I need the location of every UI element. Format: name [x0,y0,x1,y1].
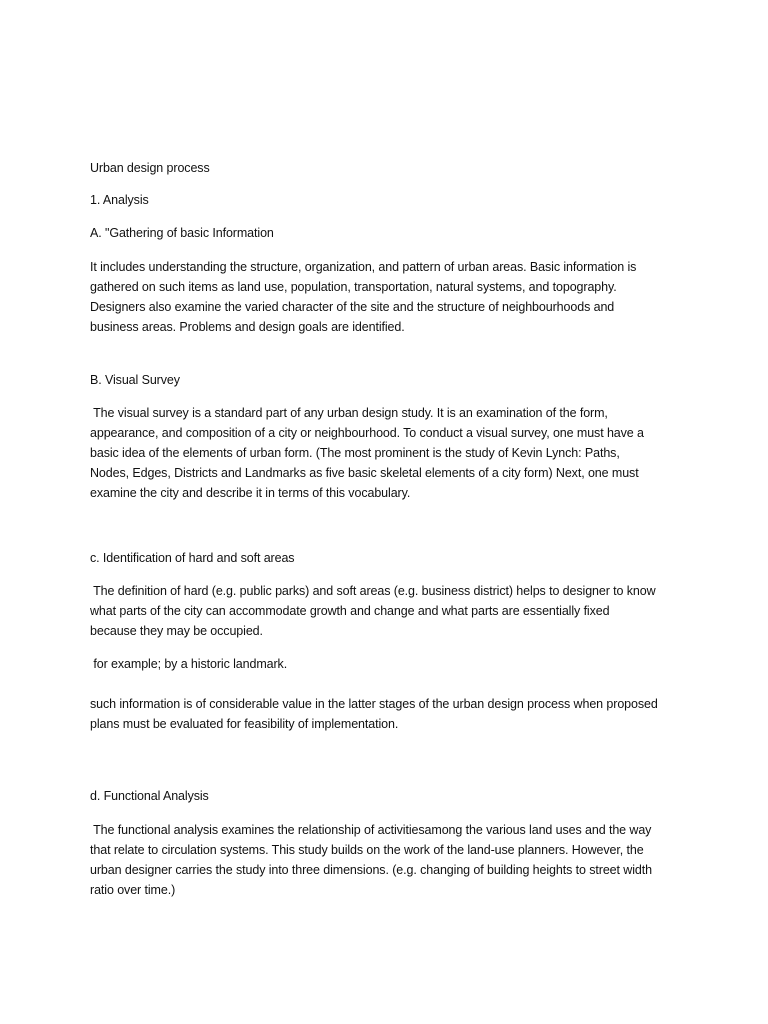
subsection-c-heading: c. Identification of hard and soft areas [90,551,295,565]
subsection-d-heading: d. Functional Analysis [90,789,209,803]
paragraph-line: ratio over time.) [90,883,176,897]
paragraph-line: business areas. Problems and design goals are identified. [90,320,405,334]
subsection-a-heading: A. "Gathering of basic Information [90,226,274,240]
paragraph-line: what parts of the city can accommodate growth and change and what parts are essentially fixed [90,604,610,618]
section-heading: 1. Analysis [90,193,149,207]
paragraph-line: that relate to circulation systems. This study builds on the work of the land-use planners. However, the [90,843,644,857]
paragraph-line: plans must be evaluated for feasibility of implementation. [90,717,399,731]
paragraph-line: for example; by a historic landmark. [90,657,288,671]
paragraph-line: It includes understanding the structure, organization, and pattern of urban areas. Basic information is [90,260,637,274]
document-title: Urban design process [90,161,210,175]
paragraph-line: The visual survey is a standard part of any urban design study. It is an examination of the form, [90,406,608,420]
paragraph-line: Nodes, Edges, Districts and Landmarks as five basic skeletal elements of a city form) Next, one must [90,466,639,480]
subsection-b-heading: B. Visual Survey [90,373,180,387]
paragraph-line: because they may be occupied. [90,624,263,638]
paragraph-line: gathered on such items as land use, population, transportation, natural systems, and topography. [90,280,617,294]
paragraph-line: Designers also examine the varied character of the site and the structure of neighbourhoods and [90,300,615,314]
paragraph-line: The definition of hard (e.g. public parks) and soft areas (e.g. business district) helps to designer to know [90,584,656,598]
paragraph-line: examine the city and describe it in terms of this vocabulary. [90,486,411,500]
paragraph-line: urban designer carries the study into three dimensions. (e.g. changing of building heights to street width [90,863,652,877]
paragraph-line: basic idea of the elements of urban form. (The most prominent is the study of Kevin Lynch: Paths, [90,446,620,460]
paragraph-line: The functional analysis examines the relationship of activitiesamong the various land uses and the way [90,823,652,837]
paragraph-line: appearance, and composition of a city or neighbourhood. To conduct a visual survey, one must have a [90,426,644,440]
paragraph-line: such information is of considerable value in the latter stages of the urban design process when proposed [90,697,658,711]
